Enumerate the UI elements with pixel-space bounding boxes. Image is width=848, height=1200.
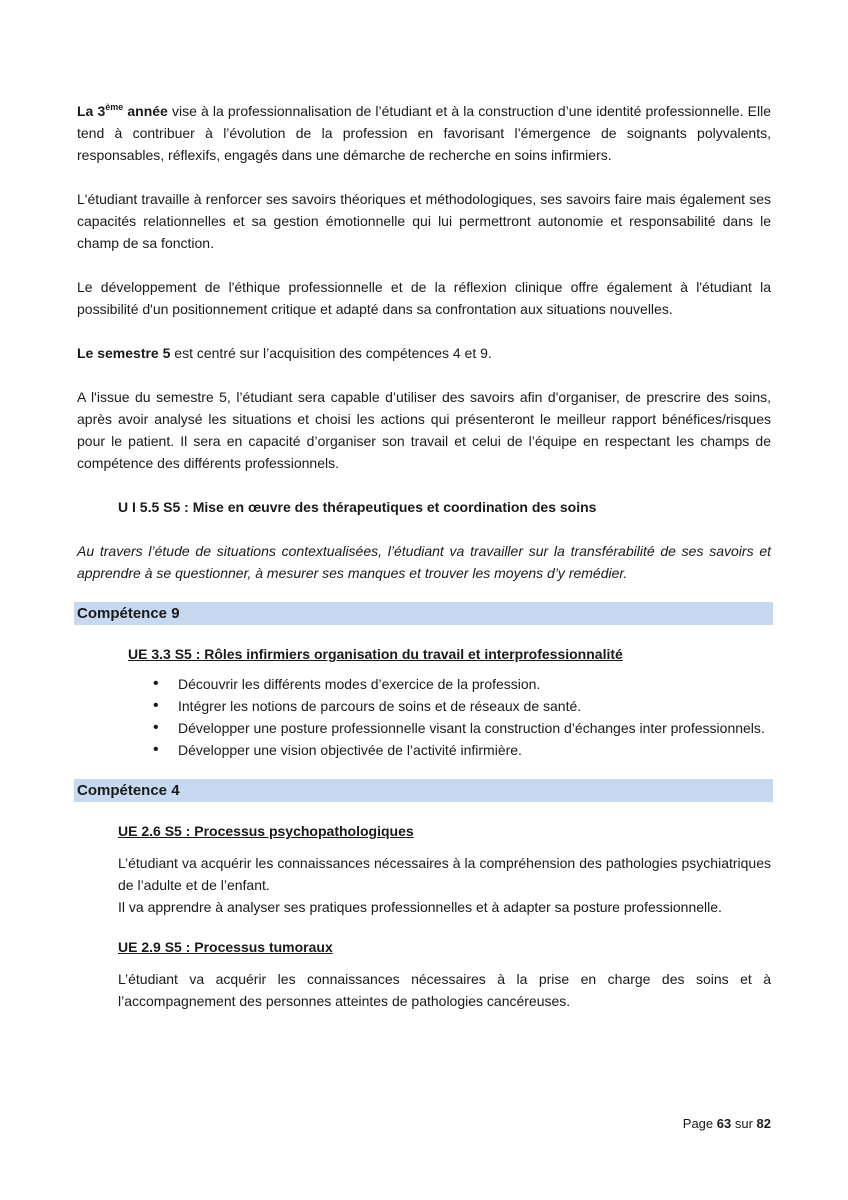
ue26-title-text: UE 2.6 S5 : Processus psychopathologiques — [118, 823, 414, 839]
ue29-title — [77, 936, 771, 958]
ue26-paragraph-1: L’étudiant va acquérir les connaissances nécessaires à la compréhension des pathologies psychiatriques de l’adulte et de l’enfant. — [118, 855, 771, 893]
ue29-paragraph-1: L’étudiant va acquérir les connaissances nécessaires à la prise en charge des soins et à l’accompagnement des personnes atteintes de pathologies cancéreuses. — [118, 971, 771, 1009]
intro-bold-b: année — [123, 103, 168, 119]
ue26-body — [77, 852, 771, 918]
semester-label: Le semestre 5 — [77, 345, 171, 361]
intro-paragraph-4 — [77, 342, 771, 364]
intro-paragraph-1 — [77, 100, 771, 166]
intro-paragraph-2: L'étudiant travaille à renforcer ses savoirs théoriques et méthodologiques, ses savoirs faire mais également ses capacités relationnelles et sa gestion émotionnelle qui lui permettront autonomie et responsabilité dans le champ de sa fonction. — [77, 191, 771, 251]
ue26-paragraph-2: Il va apprendre à analyser ses pratiques professionnelles et à adapter sa posture professionnelle. — [118, 899, 722, 915]
intro-superscript: ème — [105, 102, 124, 112]
list-item: • Intégrer les notions de parcours de soins et de réseaux de santé. — [178, 695, 771, 717]
intro-bold-a: La 3 — [77, 103, 106, 119]
ui55-title: U I 5.5 S5 : Mise en œuvre des thérapeutiques et coordination des soins — [118, 499, 597, 515]
intro-paragraph-1-text: vise à la professionnalisation de l’étudiant et à la construction d’une identité professionnelle. Elle tend à contribuer à l’évolution de la profession en favorisant l’émergence de soignants polyvalents, responsables, réflexifs, engagés dans une démarche de recherche en soins infirmiers. — [77, 103, 771, 163]
ue33-title-text: UE 3.3 S5 : Rôles infirmiers organisation du travail et interprofessionnalité — [128, 646, 623, 662]
document-page — [77, 100, 771, 1012]
competence-4-heading: Compétence 4 — [74, 779, 773, 802]
competence-9-heading: Compétence 9 — [74, 602, 773, 625]
ui55-text: Au travers l’étude de situations contextualisées, l’étudiant va travailler sur la transférabilité de ses savoirs et apprendre à se questionner, à mesurer ses manques et trouver les moyens d’y remédier. — [77, 543, 771, 581]
list-item: • Développer une posture professionnelle visant la construction d’échanges inter professionnels. — [178, 717, 771, 739]
page-word: Page — [682, 1116, 717, 1131]
competence-9-bullet-list — [77, 673, 771, 761]
intro-paragraph-3: Le développement de l'éthique professionnelle et de la réflexion clinique offre également à l'étudiant la possibilité d'un positionnement critique et adapté dans sa confrontation aux situations nouvelles. — [77, 279, 771, 317]
sur-word: sur — [731, 1116, 757, 1131]
ue26-title — [77, 820, 771, 842]
ue33-title — [77, 643, 771, 665]
page-total: 82 — [756, 1116, 771, 1131]
ue29-body — [77, 968, 771, 1012]
list-item: • Découvrir les différents modes d’exercice de la profession. — [178, 673, 771, 695]
page-number-footer — [600, 1114, 771, 1134]
ue29-title-text: UE 2.9 S5 : Processus tumoraux — [118, 939, 333, 955]
intro-paragraph-5: A l'issue du semestre 5, l’étudiant sera capable d’utiliser des savoirs afin d'organiser, de prescrire des soins, après avoir analysé les situations et choisi les actions qui présenteront le meilleur rapport bénéfices/risques pour le patient. Il sera en capacité d’organiser son travail et celui de l’équipe en respectant les champs de compétence des différents professionnels. — [77, 389, 771, 471]
intro-paragraph-4-text: est centré sur l’acquisition des compétences 4 et 9. — [170, 345, 492, 361]
page-number: 63 — [716, 1116, 732, 1131]
list-item: • Développer une vision objectivée de l’activité infirmière. — [178, 739, 771, 761]
